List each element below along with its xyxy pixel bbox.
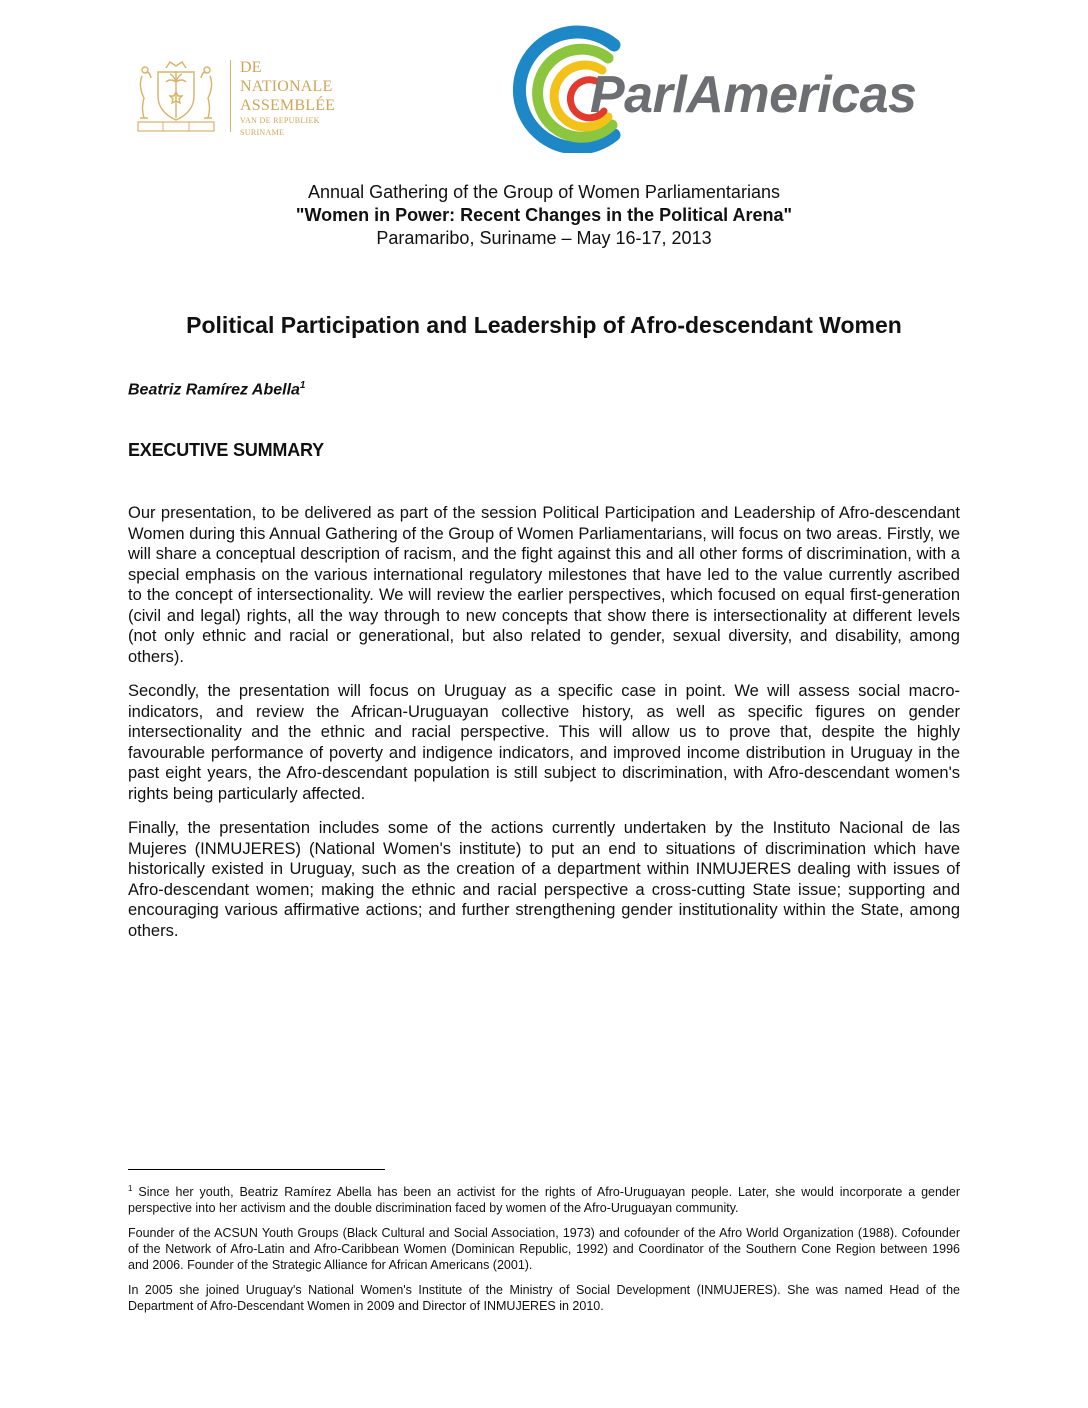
paragraph-3: Finally, the presentation includes some of the actions currently undertaken by the Instituto Nacional de las Mujeres (INMUJERES) (National Women's institute) to put an end to situations of discrimination which have historically existed in Uruguay, such as the creation of a department within INMUJERES dealing with issues of Afro-descendant women; making the ethnic and racial perspective a cross-cutting State issue; supporting and encouraging various affirmative actions; and further strengthening gender institutionality within the State, among others. [128,819,960,940]
footnote-2: Founder of the ACSUN Youth Groups (Black Cultural and Social Association, 1973) and cofounder of the Afro World Organization (1988). Cofounder of the Network of Afro-Latin and Afro-Caribbean Women (Dominican Republic, 1992) and Coordinator of the Southern Cone Region between 1996 and 2006. Founder of the Strategic Alliance for African Americans (2001). [128,1226,960,1273]
footnote-1 [128,1181,960,1216]
event-heading [0,181,1088,250]
event-theme: "Women in Power: Recent Changes in the Political Arena" [295,205,793,225]
footnote-1-text: Since her youth, Beatriz Ramírez Abella has been an activist for the rights of Afro-Uruguayan people. Later, she would incorporate a gender perspective into her activism and the double discrimination faced by women of the Afro-Uruguayan community. [128,1185,960,1216]
author-line [128,380,305,399]
document-title: Political Participation and Leadership of Afro-descendant Women [186,312,902,338]
assemblee-wordmark [240,58,347,139]
assemblee-line-2: NATIONALE [240,78,333,95]
section-heading: EXECUTIVE SUMMARY [128,440,324,460]
nationale-assemblee-logo [132,58,347,136]
assemblee-line-4: VAN DE REPUBLIEK SURINAME [240,116,320,137]
paragraph-2: Secondly, the presentation will focus on Uruguay as a specific case in point. We will assess social macro-indicators, and review the African-Uruguayan collective history, as well as specific figures on gender intersectionality and the ethnic and racial perspective. This will allow us to prove that, despite the highly favourable performance of poverty and indigence indicators, and improved income distribution in Uruguay in the past eight years, the Afro-descendant population is still subject to discrimination, with Afro-descendant women's rights being particularly affected. [128,682,960,803]
footnote-3: In 2005 she joined Uruguay's National Women's Institute of the Ministry of Social Development (INMUJERES). She was named Head of the Department of Afro-Descendant Women in 2009 and Director of INMUJERES in 2010. [128,1283,960,1314]
assemblee-line-3: ASSEMBLÉE [240,97,336,114]
assemblee-line-1: DE [240,59,262,76]
footnote-mark: 1 [128,1184,133,1193]
summary-body [128,503,960,955]
paragraph-1: Our presentation, to be delivered as part of the session Political Participation and Leadership of Afro-descendant Women during this Annual Gathering of the Group of Women Parliamentarians, will focus on two areas. Firstly, we will share a conceptual description of racism, and the fight against this and all other forms of discrimination, with a special emphasis on the various international regulatory milestones that have led to the value currently ascribed to the concept of intersectionality. We will review the earlier perspectives, which focused on equal first-generation (civil and legal) rights, all the way through to new concepts that show there is intersectionality at different levels (not only ethnic and racial or generational, but also related to gender, sexual diversity, and disability, among others). [128,504,960,666]
author-footnote-mark[interactable]: 1 [299,380,306,391]
event-name: Annual Gathering of the Group of Women Parliamentarians [308,182,780,202]
footnotes [128,1181,960,1323]
logo-divider [230,60,231,132]
parlamericas-logo [496,25,966,153]
event-place-date: Paramaribo, Suriname – May 16-17, 2013 [376,228,712,248]
author-name: Beatriz Ramírez Abella [128,381,300,399]
suriname-coat-of-arms-icon [132,58,220,134]
footnote-separator [128,1169,385,1170]
parlamericas-wordmark: ParlAmericas [590,66,917,124]
